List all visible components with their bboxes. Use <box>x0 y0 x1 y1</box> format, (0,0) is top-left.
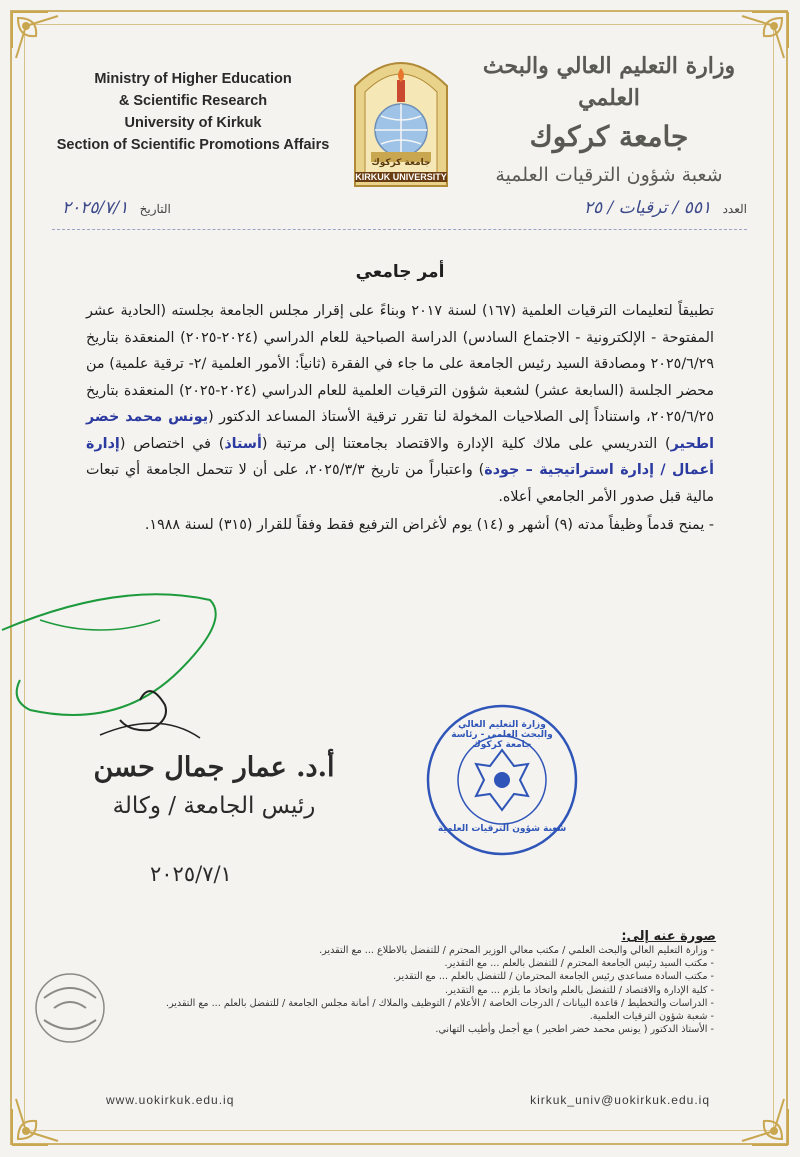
list-item: - الأستاذ الدكتور ( يونس محمد خضر اطحير ) مع أجمل وأطيب التهاني. <box>154 1023 714 1036</box>
calligraphy-seal-icon <box>30 968 110 1048</box>
ministry-ar: وزارة التعليم العالي والبحث العلمي <box>482 53 736 111</box>
specialization: إدارة أعمال / إدارة استراتيجية – جودة <box>86 435 714 478</box>
signatory-name: أ.د. عمار جمال حسن <box>93 752 335 783</box>
list-item: - وزارة التعليم العالي والبحث العلمي / مكتب معالي الوزير المحترم / للتفضل بالاطلاع ... مع التقدير. <box>154 944 714 957</box>
arabic-letterhead <box>464 50 754 190</box>
copies-title: صورة عنه إلى: <box>621 929 716 944</box>
university-logo <box>349 46 453 194</box>
list-item: - كلية الإدارة والاقتصاد / للتفضل بالعلم واتخاذ ما يلزم ... مع التقدير. <box>154 984 714 997</box>
footer-email[interactable]: kirkuk_univ@uokirkuk.edu.iq <box>530 1093 710 1107</box>
seniority-bullet: - يمنح قدماً وظيفاً مدته (٩) أشهر و (١٤) يوم لأغراض الترفيع فقط وفقاً للقرار (٣١٥) لسنة ١٩٨٨. <box>144 517 714 533</box>
list-item: - الدراسات والتخطيط / قاعدة البيانات / الدرجات الخاصة / الأعلام / التوظيف والملاك / أمانة مجلس الجامعة / للتفضل بالعلم ... مع التقدير. <box>154 997 714 1010</box>
list-item: - مكتب السادة مساعدي رئيس الجامعة المحترمان / للتفضل بالعلم ... مع التقدير. <box>154 970 714 983</box>
list-item: - شعبة شؤون الترقيات العلمية. <box>154 1010 714 1023</box>
stamp-inner-text: شعبة شؤون الترقيات العلمية <box>437 824 567 834</box>
signature-scribble <box>0 560 240 750</box>
person-name: يونس محمد خضر اطحير <box>86 409 715 452</box>
signature-block <box>84 748 344 824</box>
corner-ornament-icon <box>722 1079 792 1149</box>
document-body <box>86 298 714 539</box>
reference-row <box>52 196 747 226</box>
reference-number <box>584 198 747 218</box>
main-paragraph: تطبيقاً لتعليمات الترقيات العلمية (١٦٧) لسنة ٢٠١٧ وبناءً على إقرار مجلس الجامعة بجلسته (الحادية عشر المفتوحة - الإلكترونية - الاجتماع السادس) الدراسة الصباحية للعام الدراسي (٢٠٢٤-٢٠٢٥) المنعقدة بتاريخ ٢٠٢٥/٦/٢٩ ومصادقة السيد رئيس الجامعة على ما جاء في الفقرة (ثانياً: الأمور العلمية /٢- ترقية علمية) من محضر الجلسة (السابعة عشر) لشعبة شؤون الترقيات العلمية للعام الدراسي (٢٠٢٤-٢٠٢٥) المنعقدة بتاريخ ٢٠٢٥/٦/٢٥، واستناداً إلى الصلاحيات المخولة لنا تقرر ترقية الأستاذ المساعد الدكتور (يونس محمد خضر اطحير) التدريسي على ملاك كلية الإدارة والاقتصاد بجامعتنا إلى مرتبة (أستاذ) في اختصاص (إدارة أعمال / إدارة استراتيجية – جودة) واعتباراً من تاريخ ٢٠٢٥/٣/٣، على أن لا تتحمل الجامعة أي تبعات مالية قبل صدور الأمر الجامعي أعلاه. <box>86 303 715 505</box>
reference-date <box>62 198 171 218</box>
number-value: ٥٥١ / ترقيات / ٢٥ <box>583 198 712 218</box>
copies-list <box>154 944 714 1036</box>
list-item: - مكتب السيد رئيس الجامعة المحترم / للتفضل بالعلم ... مع التقدير. <box>154 957 714 970</box>
signatory-role: رئيس الجامعة / وكالة <box>112 793 316 819</box>
official-stamp <box>422 700 582 860</box>
section-en: Section of Scientific Promotions Affairs <box>56 137 330 153</box>
logo-text-en: KIRKUK UNIVERSITY <box>355 172 447 182</box>
stamp-outer-text: وزارة التعليم العالي والبحث العلمي - رئاسة جامعة كركوك <box>451 720 553 750</box>
rank: أستاذ <box>224 435 262 452</box>
university-en: University of Kirkuk <box>124 115 262 131</box>
date-label: التاريخ <box>139 202 171 216</box>
english-letterhead <box>48 68 338 156</box>
reference-divider <box>52 229 747 230</box>
signature-date: ٢٠٢٥/٧/١ <box>150 862 232 886</box>
university-ar: جامعة كركوك <box>529 120 689 153</box>
footer-website[interactable]: www.uokirkuk.edu.iq <box>106 1093 235 1107</box>
ministry-en-2: & Scientific Research <box>118 93 268 109</box>
date-value: ٢٠٢٥/٧/١ <box>62 198 129 218</box>
section-ar: شعبة شؤون الترقيات العلمية <box>495 164 723 186</box>
corner-ornament-icon <box>8 1079 78 1149</box>
document-title: أمر جامعي <box>355 262 445 282</box>
logo-text-ar: جامعة كركوك <box>371 158 431 168</box>
ministry-en: Ministry of Higher Education <box>94 71 292 87</box>
number-label: العدد <box>722 202 747 216</box>
